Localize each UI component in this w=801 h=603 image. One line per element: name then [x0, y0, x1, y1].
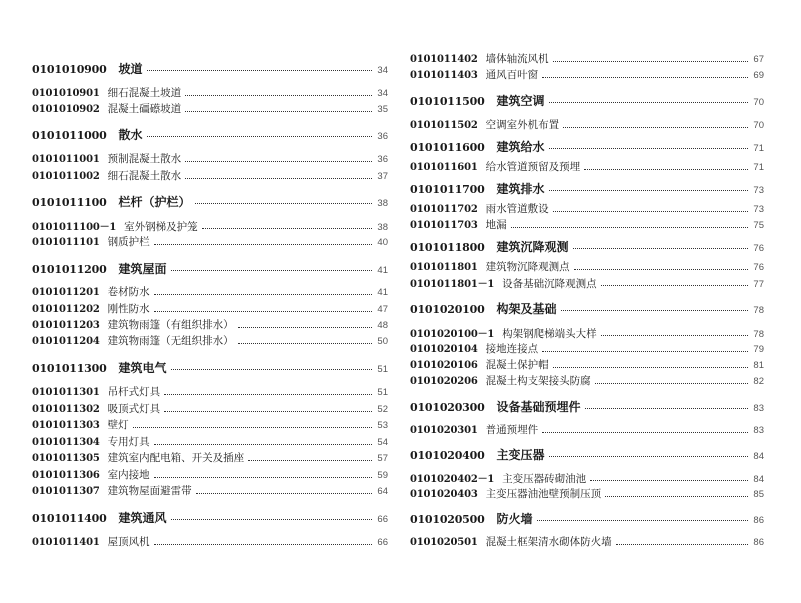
toc-item[interactable] — [32, 417, 388, 433]
entry-code: 0101011403 — [410, 70, 478, 81]
toc-section[interactable] — [32, 60, 388, 76]
toc-item[interactable] — [32, 534, 388, 550]
entry-title: 散水 — [118, 128, 143, 142]
entry-page: 66 — [377, 514, 388, 525]
dot-leader — [171, 519, 372, 520]
entry-title: 混凝土保护帽 — [485, 359, 549, 371]
toc-item[interactable] — [32, 333, 388, 349]
entry-page: 77 — [753, 279, 764, 290]
entry-title: 室外钢梯及护笼 — [124, 221, 198, 233]
entry-code: 0101020500 — [410, 513, 485, 526]
toc-item[interactable] — [410, 373, 764, 389]
toc-section[interactable] — [410, 398, 764, 414]
toc-item[interactable] — [32, 85, 388, 101]
toc-item[interactable] — [32, 317, 388, 333]
entry-page: 84 — [753, 474, 764, 485]
entry-code: 0101011700 — [410, 183, 485, 196]
entry-title: 刚性防水 — [107, 303, 150, 315]
entry-title: 构架钢爬梯端头大样 — [502, 328, 597, 340]
entry-page: 85 — [753, 489, 764, 500]
entry-code: 0101011601 — [410, 162, 478, 173]
toc-item[interactable] — [32, 434, 388, 450]
entry-title: 墙体轴流风机 — [485, 53, 549, 65]
entry-code: 0101020104 — [410, 344, 478, 355]
entry-title: 建筑室内配电箱、开关及插座 — [107, 452, 245, 464]
toc-item[interactable] — [410, 470, 764, 486]
entry-code: 0101011305 — [32, 453, 100, 464]
entry-code: 0101020206 — [410, 376, 478, 387]
entry-title: 室内接地 — [107, 469, 150, 481]
entry-page: 48 — [377, 320, 388, 331]
entry-page: 51 — [377, 387, 388, 398]
entry-title: 壁灯 — [107, 419, 129, 431]
dot-leader — [573, 248, 748, 249]
entry-page: 79 — [753, 344, 764, 355]
entry-title: 栏杆（护栏） — [118, 195, 191, 209]
entry-title: 建筑屋面 — [118, 262, 167, 276]
entry-page: 71 — [753, 143, 764, 154]
toc-section[interactable] — [410, 300, 764, 316]
entry-code: 0101011401 — [32, 537, 100, 548]
entry-title: 预制混凝土散水 — [107, 153, 182, 165]
entry-page: 57 — [377, 453, 388, 464]
dot-leader — [585, 408, 748, 409]
entry-title: 设备基础沉降观测点 — [502, 278, 597, 290]
dot-leader — [553, 367, 748, 368]
entry-page: 41 — [377, 265, 388, 276]
toc-section[interactable] — [32, 126, 388, 142]
toc-item[interactable] — [32, 151, 388, 167]
entry-page: 75 — [753, 220, 764, 231]
entry-page: 38 — [377, 198, 388, 209]
dot-leader — [238, 343, 372, 344]
entry-page: 34 — [377, 88, 388, 99]
entry-page: 34 — [377, 65, 388, 76]
entry-code: 0101011801 — [410, 262, 478, 273]
entry-page: 37 — [377, 171, 388, 182]
entry-code: 0101011204 — [32, 336, 100, 347]
entry-code: 0101011801－1 — [410, 279, 495, 290]
entry-page: 76 — [753, 262, 764, 273]
toc-item[interactable] — [32, 483, 388, 499]
entry-page: 40 — [377, 237, 388, 248]
entry-page: 67 — [753, 54, 764, 65]
entry-title: 吊杆式灯具 — [107, 386, 161, 398]
dot-leader — [154, 444, 372, 445]
toc-section[interactable] — [410, 446, 764, 462]
dot-leader — [549, 190, 748, 191]
entry-page: 35 — [377, 104, 388, 115]
entry-code: 0101010901 — [32, 88, 100, 99]
toc-section[interactable] — [410, 238, 764, 254]
entry-code: 0101020301 — [410, 425, 478, 436]
toc-item[interactable] — [410, 201, 764, 217]
entry-page: 50 — [377, 336, 388, 347]
entry-code: 0101011500 — [410, 95, 485, 108]
entry-code: 0101011800 — [410, 241, 485, 254]
entry-title: 建筑物屋面避雷带 — [107, 485, 192, 497]
dot-leader — [553, 211, 748, 212]
dot-leader — [154, 244, 372, 245]
toc-item[interactable] — [410, 51, 764, 67]
entry-code: 0101020106 — [410, 360, 478, 371]
dot-leader — [561, 310, 748, 311]
toc-item[interactable] — [410, 486, 764, 502]
toc-item[interactable] — [410, 217, 764, 233]
entry-page: 81 — [753, 360, 764, 371]
entry-code: 0101011202 — [32, 304, 100, 315]
entry-code: 0101011400 — [32, 512, 107, 525]
entry-page: 59 — [377, 470, 388, 481]
entry-title: 坡道 — [118, 62, 143, 76]
entry-page: 83 — [753, 403, 764, 414]
entry-code: 0101011300 — [32, 362, 107, 375]
entry-title: 普通预埋件 — [485, 424, 539, 436]
toc-item[interactable] — [32, 218, 388, 234]
entry-title: 构架及基础 — [496, 302, 557, 316]
toc-item[interactable] — [32, 401, 388, 417]
entry-code: 0101011600 — [410, 141, 485, 154]
entry-page: 64 — [377, 486, 388, 497]
toc-item[interactable] — [410, 357, 764, 373]
entry-page: 69 — [753, 70, 764, 81]
toc-item[interactable] — [32, 168, 388, 184]
dot-leader — [171, 369, 372, 370]
entry-code: 0101011301 — [32, 387, 100, 398]
entry-title: 建筑物沉降观测点 — [485, 261, 570, 273]
entry-title: 建筑电气 — [118, 361, 167, 375]
entry-page: 38 — [377, 222, 388, 233]
entry-title: 混凝土礓礤坡道 — [107, 103, 182, 115]
entry-code: 0101011101 — [32, 237, 100, 248]
dot-leader — [185, 178, 372, 179]
dot-leader — [574, 269, 748, 270]
toc-item[interactable] — [410, 341, 764, 357]
entry-page: 36 — [377, 154, 388, 165]
dot-leader — [154, 311, 372, 312]
toc-section[interactable] — [32, 260, 388, 276]
entry-page: 52 — [377, 404, 388, 415]
entry-title: 建筑通风 — [118, 511, 167, 525]
entry-code: 0101011203 — [32, 320, 100, 331]
toc-section[interactable] — [410, 510, 764, 526]
entry-title: 建筑沉降观测 — [496, 240, 569, 254]
dot-leader — [202, 228, 372, 229]
entry-title: 建筑空调 — [496, 94, 545, 108]
entry-code: 0101020402－1 — [410, 474, 495, 485]
entry-code: 0101020100 — [410, 303, 485, 316]
entry-page: 86 — [753, 515, 764, 526]
toc-section[interactable] — [32, 359, 388, 375]
entry-code: 0101011100－1 — [32, 222, 117, 233]
entry-title: 主变压器砖砌油池 — [502, 473, 587, 485]
entry-page: 41 — [377, 287, 388, 298]
dot-leader — [147, 70, 372, 71]
entry-page: 70 — [753, 120, 764, 131]
entry-page: 78 — [753, 329, 764, 340]
dot-leader — [238, 327, 372, 328]
entry-title: 主变压器 — [496, 448, 545, 462]
entry-code: 0101011303 — [32, 420, 100, 431]
entry-page: 53 — [377, 420, 388, 431]
toc-section[interactable] — [32, 509, 388, 525]
dot-leader — [549, 102, 748, 103]
entry-page: 47 — [377, 304, 388, 315]
toc-item[interactable] — [32, 284, 388, 300]
entry-title: 混凝土框架清水砌体防火墙 — [485, 536, 612, 548]
dot-leader — [511, 227, 748, 228]
entry-title: 建筑物雨篷（有组织排水） — [107, 319, 234, 331]
entry-page: 76 — [753, 243, 764, 254]
entry-title: 细石混凝土散水 — [107, 170, 182, 182]
entry-title: 地漏 — [485, 219, 507, 231]
dot-leader — [537, 520, 748, 521]
entry-title: 防火墙 — [496, 512, 533, 526]
entry-title: 设备基础预埋件 — [496, 400, 581, 414]
dot-leader — [248, 460, 372, 461]
dot-leader — [195, 203, 372, 204]
entry-page: 70 — [753, 97, 764, 108]
dot-leader — [164, 394, 372, 395]
toc-section[interactable] — [410, 92, 764, 108]
entry-code: 0101011100 — [32, 196, 107, 209]
entry-code: 0101011307 — [32, 486, 100, 497]
entry-code: 0101011702 — [410, 204, 478, 215]
entry-code: 0101011402 — [410, 54, 478, 65]
dot-leader — [553, 61, 748, 62]
entry-title: 吸顶式灯具 — [107, 403, 161, 415]
toc-item[interactable] — [32, 234, 388, 250]
dot-leader — [590, 480, 748, 481]
dot-leader — [584, 169, 748, 170]
entry-title: 建筑排水 — [496, 182, 545, 196]
entry-page: 84 — [753, 451, 764, 462]
entry-title: 接地连接点 — [485, 343, 539, 355]
entry-code: 0101011200 — [32, 263, 107, 276]
toc-section[interactable] — [410, 138, 764, 154]
entry-code: 0101020400 — [410, 449, 485, 462]
entry-page: 71 — [753, 162, 764, 173]
entry-title: 细石混凝土坡道 — [107, 87, 182, 99]
dot-leader — [549, 148, 748, 149]
entry-page: 73 — [753, 204, 764, 215]
entry-page: 66 — [377, 537, 388, 548]
entry-code: 0101011306 — [32, 470, 100, 481]
entry-title: 卷材防水 — [107, 286, 150, 298]
dot-leader — [154, 294, 372, 295]
dot-leader — [147, 136, 372, 137]
dot-leader — [154, 477, 372, 478]
toc-item[interactable] — [410, 275, 764, 291]
entry-title: 混凝土构支架接头防腐 — [485, 375, 591, 387]
dot-leader — [196, 493, 372, 494]
toc-item[interactable] — [410, 534, 764, 550]
entry-page: 86 — [753, 537, 764, 548]
entry-title: 建筑物雨篷（无组织排水） — [107, 335, 234, 347]
toc-item[interactable] — [32, 467, 388, 483]
dot-leader — [185, 161, 372, 162]
entry-title: 给水管道预留及预埋 — [485, 161, 581, 173]
entry-code: 0101011302 — [32, 404, 100, 415]
toc-item[interactable] — [410, 422, 764, 438]
entry-title: 雨水管道敷设 — [485, 203, 549, 215]
toc-item[interactable] — [32, 101, 388, 117]
entry-code: 0101010900 — [32, 63, 107, 76]
entry-page: 51 — [377, 364, 388, 375]
entry-title: 屋顶风机 — [107, 536, 150, 548]
entry-title: 空调室外机布置 — [485, 119, 560, 131]
dot-leader — [616, 544, 748, 545]
dot-leader — [171, 270, 372, 271]
dot-leader — [605, 496, 748, 497]
entry-code: 0101011002 — [32, 171, 100, 182]
entry-code: 0101020403 — [410, 489, 478, 500]
entry-code: 0101011000 — [32, 129, 107, 142]
entry-page: 82 — [753, 376, 764, 387]
entry-page: 36 — [377, 131, 388, 142]
entry-title: 建筑给水 — [496, 140, 545, 154]
entry-title: 专用灯具 — [107, 436, 150, 448]
toc-item[interactable] — [410, 159, 764, 175]
toc-section[interactable] — [32, 193, 388, 209]
dot-leader — [542, 351, 748, 352]
entry-page: 54 — [377, 437, 388, 448]
entry-page: 73 — [753, 185, 764, 196]
entry-code: 0101011502 — [410, 120, 478, 131]
dot-leader — [185, 95, 372, 96]
entry-code: 0101011703 — [410, 220, 478, 231]
entry-page: 83 — [753, 425, 764, 436]
dot-leader — [133, 427, 372, 428]
toc-item[interactable] — [32, 384, 388, 400]
entry-page: 78 — [753, 305, 764, 316]
entry-title: 钢质护栏 — [107, 236, 150, 248]
toc-item[interactable] — [410, 67, 764, 83]
toc-item[interactable] — [32, 301, 388, 317]
toc-item[interactable] — [410, 325, 764, 341]
entry-code: 0101011201 — [32, 287, 100, 298]
toc-section[interactable] — [410, 180, 764, 196]
dot-leader — [542, 77, 748, 78]
dot-leader — [595, 383, 748, 384]
entry-code: 0101020501 — [410, 537, 478, 548]
dot-leader — [542, 432, 748, 433]
entry-title: 通风百叶窗 — [485, 69, 539, 81]
toc-item[interactable] — [32, 450, 388, 466]
dot-leader — [185, 111, 372, 112]
dot-leader — [154, 544, 372, 545]
entry-code: 0101020100－1 — [410, 329, 495, 340]
dot-leader — [601, 335, 748, 336]
toc-item[interactable] — [410, 259, 764, 275]
entry-code: 0101010902 — [32, 104, 100, 115]
dot-leader — [563, 127, 748, 128]
entry-code: 0101020300 — [410, 401, 485, 414]
dot-leader — [164, 411, 372, 412]
entry-code: 0101011001 — [32, 154, 100, 165]
toc-item[interactable] — [410, 117, 764, 133]
dot-leader — [549, 456, 748, 457]
entry-title: 主变压器油池壁预制压顶 — [485, 488, 602, 500]
dot-leader — [601, 285, 748, 286]
entry-code: 0101011304 — [32, 437, 100, 448]
